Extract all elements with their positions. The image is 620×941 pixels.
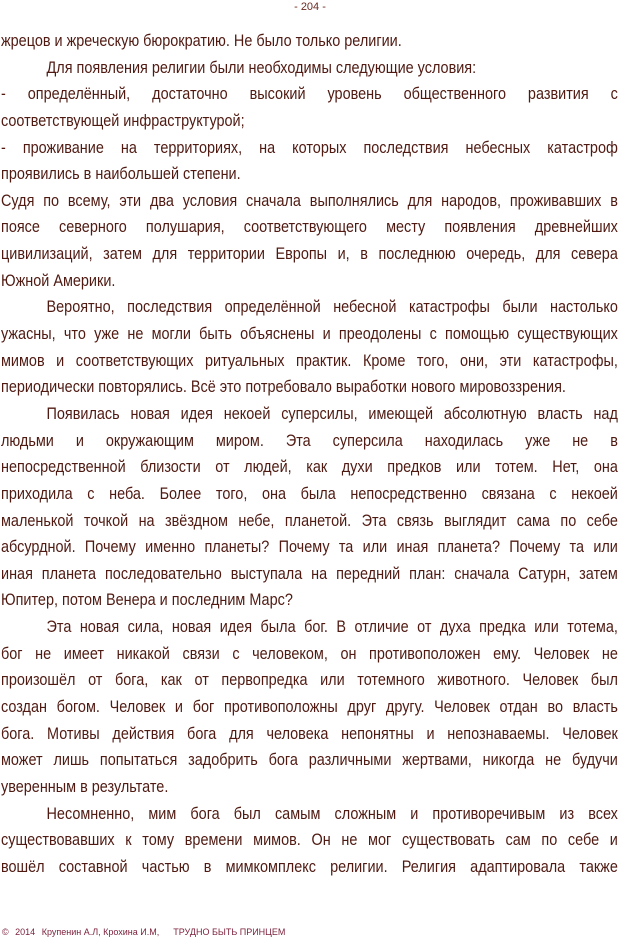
text-line: Вероятно, последствия определённой небесной катастрофы были настолько: [46, 298, 618, 317]
paragraph: [1, 801, 620, 881]
text-line: произошёл от бога, как от первопредка или тотемного животного. Человек был: [1, 671, 618, 690]
footer-authors: Крупенин А.Л, Крохина И.М,: [41, 927, 160, 937]
text-line: соответствующей инфраструктурой;: [1, 111, 245, 130]
copyright-symbol: ©: [2, 927, 9, 937]
footer-book-title: ТРУДНО БЫТЬ ПРИНЦЕМ: [173, 927, 286, 937]
text-line: жрецов и жреческую бюрократию. Не было только религии.: [1, 32, 402, 50]
paragraph: [1, 188, 620, 295]
body-text: [1, 28, 620, 881]
text-line: Судя по всему, эти два условия сначала выполнялись для народов, проживавших в: [1, 191, 618, 210]
text-line: - определённый, достаточно высокий уровень общественного развития с: [1, 85, 618, 104]
text-line: Для появления религии были необходимы следующие условия:: [46, 58, 477, 77]
text-line: проявились в наибольшей степени.: [1, 165, 241, 184]
text-line: - проживание на территориях, на которых последствия небесных катастроф: [1, 138, 618, 157]
paragraph: [1, 28, 620, 55]
text-line: иная планета последовательно выступала на передний план: сначала Сатурн, затем: [1, 564, 618, 583]
text-line: цивилизаций, затем для территории Европы и, в последнюю очередь, для севера: [1, 245, 618, 264]
text-line: Несомненно, мим бога был самым сложным и противоречивым из всех: [46, 804, 618, 823]
text-line: мимов и соответствующих ритуальных практик. Кроме того, они, эти катастрофы,: [1, 351, 618, 370]
text-line: приходила с неба. Более того, она была непосредственно связана с некоей: [1, 484, 618, 503]
text-line: непосредственной близости от людей, как духи предков или тотем. Нет, она: [1, 458, 618, 477]
text-line: бог не имеет никакой связи с человеком, он противоположен ему. Человек не: [1, 644, 618, 663]
text-line: Эта новая сила, новая идея была бог. В отличие от духа предка или тотема,: [46, 618, 618, 637]
text-line: людьми и окружающим миром. Эта суперсила находилась уже не в: [1, 431, 618, 450]
text-line: периодически повторялись. Всё это потребовало выработки нового мировоззрения.: [1, 378, 566, 397]
text-line: ужасны, что уже не могли быть объяснены и преодолены с помощью существующих: [1, 325, 618, 344]
text-line: уверенным в результате.: [1, 777, 169, 796]
text-line: Юпитер, потом Венера и последним Марс?: [1, 591, 293, 610]
text-line: абсурдной. Почему именно планеты? Почему та или иная планета? Почему та или: [1, 538, 618, 557]
paragraph: [1, 294, 620, 401]
footer-year: 2014: [15, 927, 36, 937]
text-line: существовавших к тому времени мимов. Он не мог существовать сам по себе и: [1, 831, 618, 850]
text-line: создан богом. Человек и бог противоположны друг другу. Человек отдан во власть: [1, 698, 618, 717]
text-line: маленькой точкой на звёздном небе, планетой. Эта связь выглядит сама по себе: [1, 511, 618, 530]
text-line: поясе северного полушария, соответствующего месту появления древнейших: [1, 218, 618, 237]
footer: [2, 926, 289, 938]
paragraph: [1, 401, 620, 614]
text-line: Появилась новая идея некоей суперсилы, имеющей абсолютную власть над: [46, 404, 618, 423]
paragraph: [1, 614, 620, 800]
text-line: вошёл составной частью в мимкомплекс религии. Религия адаптировала также: [1, 857, 618, 876]
paragraph: [1, 135, 620, 188]
text-line: бога. Мотивы действия бога для человека непонятны и непознаваемы. Человек: [1, 724, 618, 743]
page-number: - 204 -: [294, 1, 326, 13]
text-line: может лишь попытаться задобрить бога различными жертвами, никогда не будучи: [1, 751, 618, 770]
text-line: Южной Америки.: [1, 271, 116, 290]
paragraph: [1, 55, 620, 82]
paragraph: [1, 81, 620, 134]
